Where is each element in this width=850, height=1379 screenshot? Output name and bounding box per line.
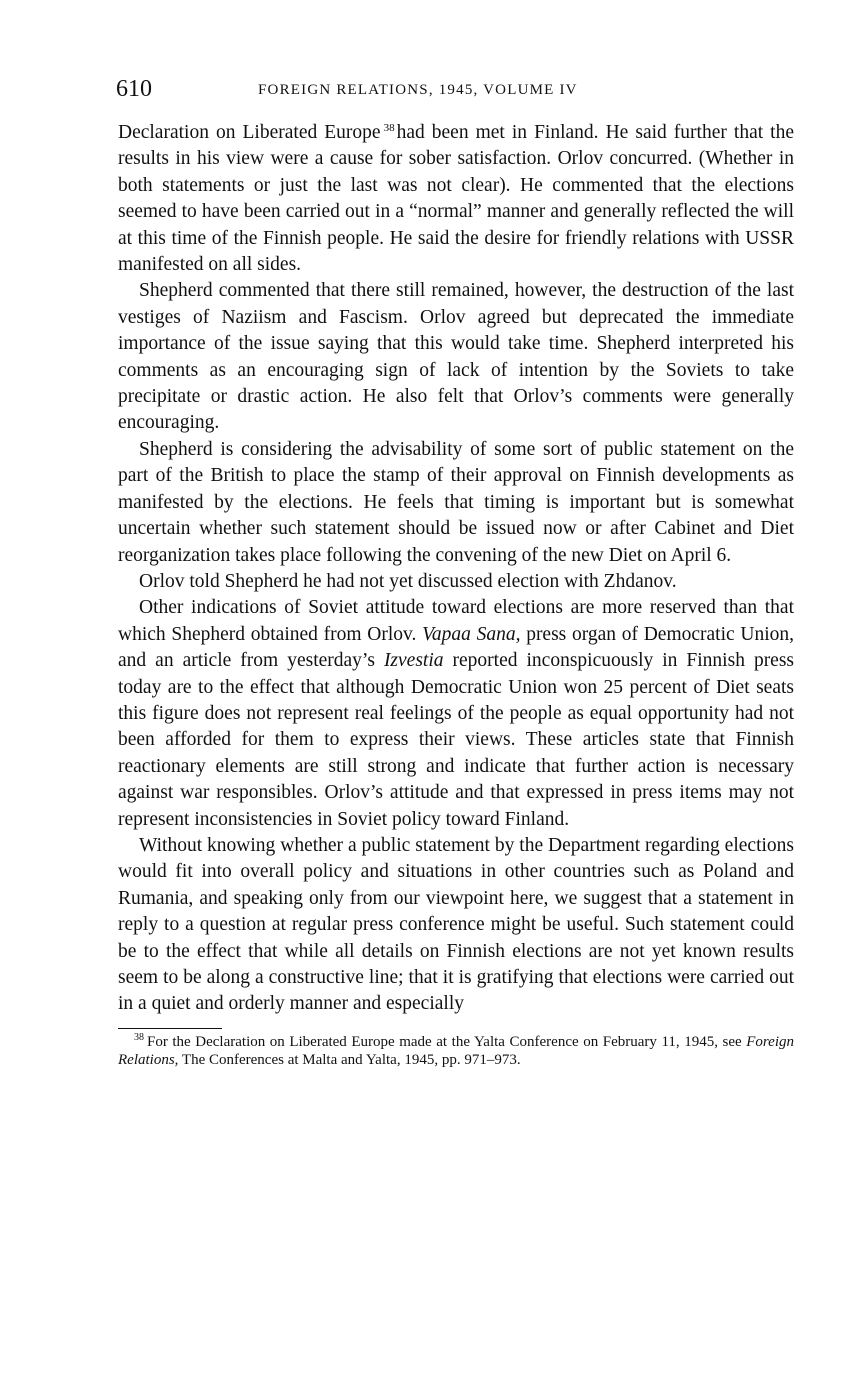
paragraph-5 [118,595,794,833]
footnote-text-a: For the Declaration on Liberated Europe made at the Yalta Conference on February 11, 1945, see [147,1033,742,1050]
footnote-italic-title: Foreign Relations, [118,1033,794,1068]
running-header [118,72,794,112]
paragraph-5-text-c: reported inconspicuously in Finnish press today are to the effect that although Democratic Union won 25 percent of Diet seats this figure does not represent real feelings of the people as equal opportunity had not been afforded for them to express their views. These articles state that Finnish reactionary elements are still strong and indicate that further action is necessary against war responsibles. Orlov’s attitude and that expressed in press items may not represent inconsistencies in Soviet policy toward Finland. [118,650,795,830]
running-title: FOREIGN RELATIONS, 1945, VOLUME IV [258,82,578,98]
footnote [118,1033,794,1069]
footnote-marker: 38 [134,1031,144,1043]
footnote-reference: 38 [383,121,395,134]
page-number: 610 [116,76,152,102]
paragraph-5-text-b: press organ of Democratic Union, and an article from yesterday’s [118,623,795,672]
body-text [118,120,794,1018]
paragraph-1-text-b: had been met in Finland. He said further that the results in his view were a cause for sober satisfaction. Orlov concurred. (Whether in both statements or just the last was not clear). He commented that the elections seemed to have been carried out in a “normal” manner and generally reflected the will at this time of the Finnish people. He said the desire for friendly relations with USSR manifested on all sides. [118,122,794,276]
paragraph-5-text-a: Other indications of Soviet attitude toward elections are more reserved than that which Shepherd obtained from Orlov. [118,597,794,645]
newspaper-name-izvestia: Izvestia [383,650,444,672]
document-page [118,72,794,1069]
paragraph-6: Without knowing whether a public statement by the Department regarding elections would fit into overall policy and situations in other countries such as Poland and Rumania, and speaking only from our viewpoint here, we suggest that a statement in reply to a question at regular press conference might be useful. Such statement could be to the effect that while all details on Finnish elections are not yet known results seem to be along a constructive line; that it is gratifying that elections were carried out in a quiet and orderly manner and especially [118,834,794,1015]
paragraph-4: Orlov told Shepherd he had not yet discussed election with Zhdanov. [139,570,677,592]
paragraph-3: Shepherd is considering the advisability of some sort of public statement on the part of the British to place the stamp of their approval on Finnish developments as manifested by the elections. He feels that timing is important but is somewhat uncertain whether such statement should be issued now or after Cabinet and Diet reorganization takes place following the convening of the new Diet on April 6. [118,438,794,566]
paragraph-1 [118,120,794,278]
footnote-text-b: The Conferences at Malta and Yalta, 1945, pp. 971–973. [181,1051,521,1068]
newspaper-name-vapaa-sana: Vapaa Sana, [422,623,521,645]
paragraph-2: Shepherd commented that there still remained, however, the destruction of the last vestiges of Naziism and Fascism. Orlov agreed but deprecated the immediate importance of the issue saying that this would take time. Shepherd interpreted his comments as an encouraging sign of lack of intention by the Soviets to take precipitate or drastic action. He also felt that Orlov’s comments were generally encouraging. [118,280,794,434]
paragraph-1-text-a: Declaration on Liberated Europe [118,122,381,143]
footnote-divider [118,1028,222,1029]
